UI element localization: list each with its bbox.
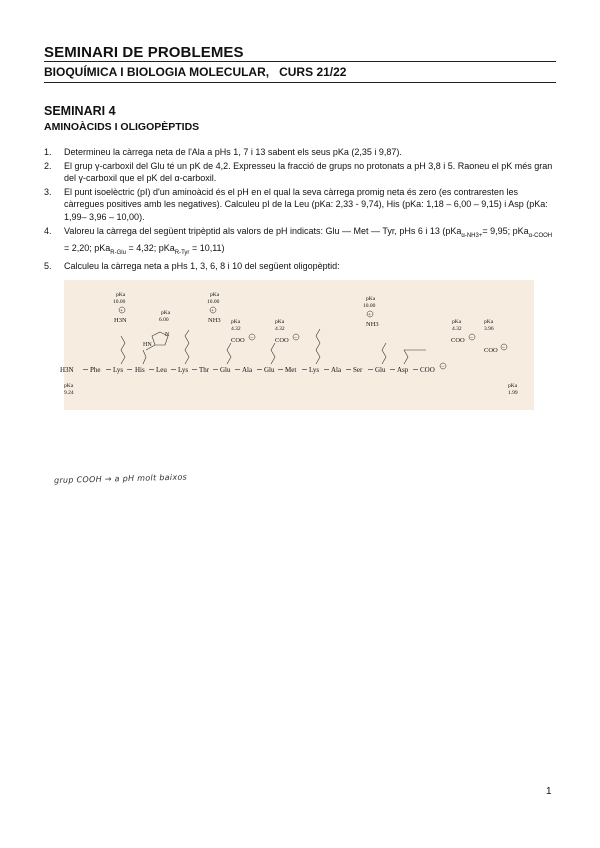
seminar-subtitle: AMINOÀCIDS I OLIGOPÈPTIDS [44,121,200,133]
chain-residue: Thr [199,366,210,374]
problem-text-part: = 10,11) [189,242,225,253]
problem-text: Determineu la càrrega neta de l'Ala a pHs 1, 7 i 13 sabent els seus pKa (2,35 i 9,87). [64,147,402,157]
chain-residue: Glu [264,366,275,374]
problem-text-part: = 4,32; pKa [125,242,175,253]
pka-label: pKa [366,296,376,302]
minus-sign: – [250,336,253,341]
carboxyl-group: COO [484,347,498,354]
n-terminal-pka [64,383,74,396]
pka-label: pKa [210,292,220,298]
his-group [143,310,171,348]
plus-sign: + [120,309,123,314]
pka-value: 10.00 [113,299,126,305]
pka-value: 9.24 [64,390,74,396]
peptide-backbone [60,363,446,374]
amino-group: NH3 [366,321,379,328]
oligopeptide-structure [60,280,534,410]
pka-label: pKa [275,319,285,325]
pka-label: pKa [452,319,462,325]
document-subtitle: BIOQUÍMICA I BIOLOGIA MOLECULAR, CURS 21/22 [44,65,347,79]
problem-item [44,186,556,224]
problem-number: 4. [44,225,52,236]
lys-side-chain [121,336,125,364]
chain-residue: Asp [397,366,409,374]
chain-residue: H3N [60,366,74,374]
lys1-group [113,292,127,324]
chain-residue: Lys [178,366,189,374]
minus-sign: – [441,365,444,370]
lys-side-chain [316,329,320,364]
asp-group [484,319,507,354]
pka-value: 4.32 [275,326,285,332]
lys-side-chain [185,330,189,364]
chain-residue: Glu [220,366,231,374]
problem-text: Calculeu la càrrega neta a pHs 1, 3, 6, 8 i 10 del següent oligopèptid: [64,261,340,272]
glu3-group [451,319,475,344]
glu2-group [275,319,299,344]
asp-side-chain [404,350,408,364]
problem-text: El punt isoelèctric (pI) d'un aminoàcid és el pH en el qual la seva càrrega promig neta és zero (es contraresten les càrregues positives amb les negatives). Calculeu pI de la Leu (pKa: 2,33 - 9,74), His (pKa: 1,18 – 6,00 – 9,15) i Asp (pKa: 1,99– 3,96 – 10,00). [64,186,548,222]
c-terminal-pka [508,383,518,396]
plus-sign: + [368,313,371,318]
problem-number: 5. [44,261,52,272]
page-number: 1 [546,786,552,797]
chain-residue: Lys [113,366,124,374]
plus-sign: + [211,309,214,314]
oligopeptide-figure [60,280,534,410]
pka-value: 1.99 [508,390,518,396]
minus-sign: – [470,336,473,341]
his-side-chain [143,350,146,364]
problem-number: 1. [44,147,52,157]
chain-residue: Phe [90,366,101,374]
problem-number: 2. [44,160,52,171]
chain-residue: Ser [353,366,363,374]
subscript: R-Glu [110,249,126,256]
pka-label: pKa [484,319,494,325]
minus-sign: – [294,336,297,341]
chain-residue: Lys [309,366,320,374]
glu1-group [231,319,255,344]
subscript: α-NH3+ [461,232,483,239]
header-rule-bottom [44,82,556,83]
amino-group: NH3 [208,317,221,324]
lys2-group [207,292,221,324]
pka-value: 4.32 [231,326,241,332]
pka-label: pKa [116,292,126,298]
minus-sign: – [502,346,505,351]
pka-label: pKa [64,383,74,389]
glu-side-chain [271,343,275,364]
problem-item [44,260,556,273]
carboxyl-group: COO [275,337,289,344]
glu-side-chain [382,343,386,364]
amino-group: H3N [114,317,127,324]
pka-label: pKa [231,319,241,325]
pka-value: 10.00 [207,299,220,305]
handwritten-note: grup COOH → a pH molt baixos [53,472,188,485]
subscript: α-COOH [528,232,553,239]
chain-residue: His [135,366,145,374]
problem-text-part: = 9,95; pKa [482,225,529,236]
chain-residue: Leu [156,366,167,374]
chain-residue: Ala [331,366,342,374]
problem-item [44,146,556,159]
header-rule-top [44,61,556,62]
ring-nitrogen: N [165,332,170,338]
glu-side-chain [227,343,231,364]
chain-residue: Glu [375,366,386,374]
problem-text-part: Valoreu la càrrega del següent tripèptid als valors de pH indicats: Glu — Met — Tyr, pHs 6 i 13 (pKa [64,225,462,236]
pka-value: 4.32 [452,326,462,332]
problem-text: El grup γ-carboxil del Glu té un pK de 4,2. Expresseu la fracció de grups no protonats a pH 3,8 i 5. Raoneu el pK més gran del γ-carboxil que el pK del α-carboxil. [64,160,553,184]
carboxyl-group: COO [451,337,465,344]
pka-value: 6.00 [159,317,169,323]
subscript: R-Tyr [174,249,190,256]
problem-number: 3. [44,186,52,197]
pka-label: pKa [508,383,518,389]
problem-list [44,146,556,274]
problem-item [44,160,556,185]
problem-item [44,225,556,260]
pka-label: pKa [161,310,171,316]
chain-residue: COO [420,366,435,374]
chain-residue: Met [285,366,297,374]
problem-text-part: = 2,20; pKa [64,242,111,253]
carboxyl-group: COO [231,337,245,344]
document-title: SEMINARI DE PROBLEMES [44,44,244,61]
lys3-group [363,296,379,328]
chain-residue: Ala [242,366,253,374]
pka-value: 3.96 [484,326,494,332]
ring-nh: HN [143,342,152,348]
pka-value: 10.00 [363,303,376,309]
seminar-title: SEMINARI 4 [44,104,116,118]
